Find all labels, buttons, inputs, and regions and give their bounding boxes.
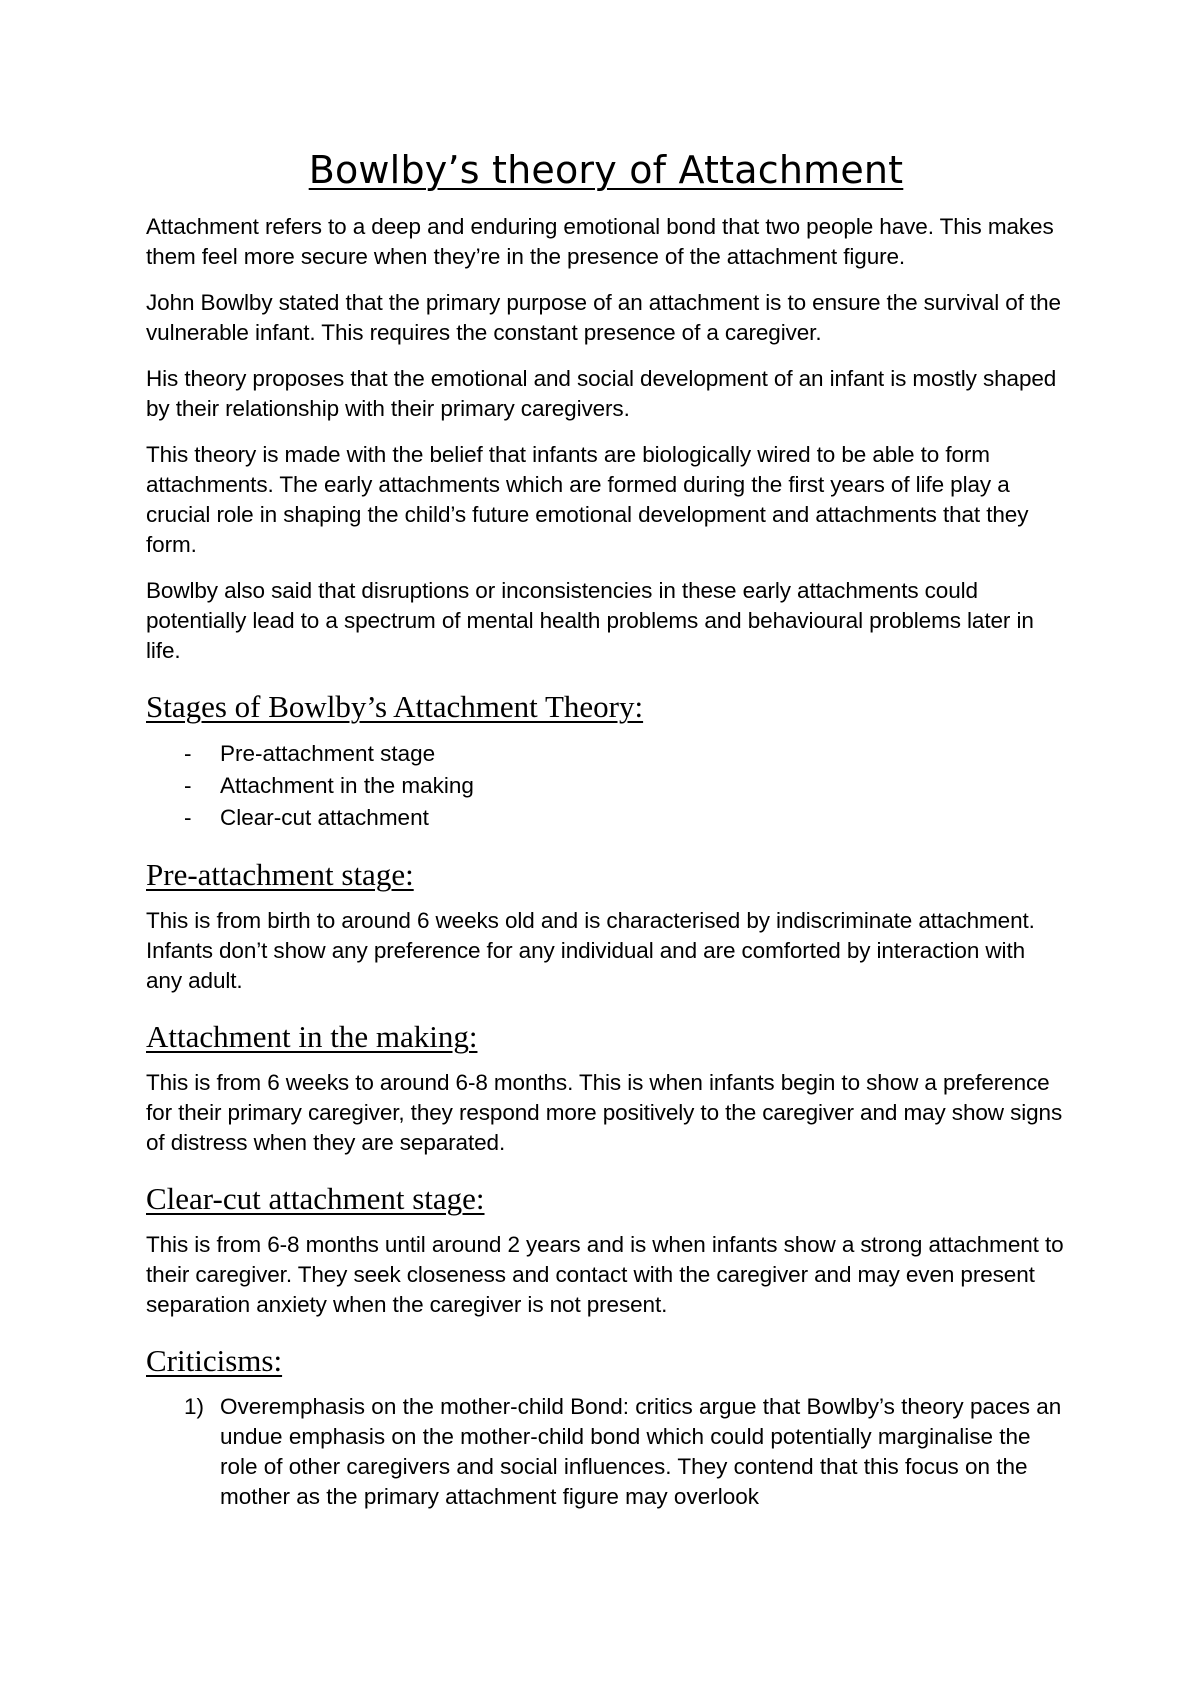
in-the-making-heading: Attachment in the making: xyxy=(146,1019,478,1054)
document-title: Bowlby’s theory of Attachment xyxy=(308,148,904,192)
list-item-text: Attachment in the making xyxy=(220,773,474,798)
intro-paragraph-5: Bowlby also said that disruptions or inconsistencies in these early attachments could potentially lead to a spectrum of mental health problems and behavioural problems later in life. xyxy=(146,578,1034,663)
list-item xyxy=(146,770,1066,802)
criticisms-list xyxy=(146,1392,1066,1512)
clear-cut-text: This is from 6-8 months until around 2 years and is when infants show a strong attachment to their caregiver. They seek closeness and contact with the caregiver and may even present separation anxiety when the caregiver is not present. xyxy=(146,1232,1064,1317)
intro-paragraph-3: His theory proposes that the emotional and social development of an infant is mostly shaped by their relationship with their primary caregivers. xyxy=(146,366,1057,421)
document-content xyxy=(146,146,1066,1512)
criticisms-heading: Criticisms: xyxy=(146,1343,283,1378)
pre-attachment-text: This is from birth to around 6 weeks old and is characterised by indiscriminate attachment. Infants don’t show any preference for any individual and are comforted by interaction with any adult. xyxy=(146,908,1035,993)
dash-bullet: - xyxy=(184,805,192,830)
list-item xyxy=(146,1392,1066,1512)
stages-list xyxy=(146,738,1066,834)
stages-heading: Stages of Bowlby’s Attachment Theory: xyxy=(146,689,644,724)
dash-bullet: - xyxy=(184,741,192,766)
list-item xyxy=(146,802,1066,834)
list-item-text: Overemphasis on the mother-child Bond: critics argue that Bowlby’s theory paces an undue emphasis on the mother-child bond which could potentially marginalise the role of other caregivers and social influences. They contend that this focus on the mother as the primary attachment figure may overlook xyxy=(220,1394,1062,1509)
intro-paragraph-1: Attachment refers to a deep and enduring emotional bond that two people have. This makes them feel more secure when they’re in the presence of the attachment figure. xyxy=(146,214,1054,269)
dash-bullet: - xyxy=(184,773,192,798)
intro-paragraph-2: John Bowlby stated that the primary purpose of an attachment is to ensure the survival of the vulnerable infant. This requires the constant presence of a caregiver. xyxy=(146,290,1061,345)
list-item-number: 1) xyxy=(184,1394,205,1419)
clear-cut-heading: Clear-cut attachment stage: xyxy=(146,1181,485,1216)
list-item-text: Pre-attachment stage xyxy=(220,741,436,766)
list-item xyxy=(146,738,1066,770)
list-item-text: Clear-cut attachment xyxy=(220,805,429,830)
pre-attachment-heading: Pre-attachment stage: xyxy=(146,857,414,892)
in-the-making-text: This is from 6 weeks to around 6-8 months. This is when infants begin to show a preference for their primary caregiver, they respond more positively to the caregiver and may show signs of distress when they are separated. xyxy=(146,1070,1063,1155)
intro-paragraph-4: This theory is made with the belief that infants are biologically wired to be able to form attachments. The early attachments which are formed during the first years of life play a crucial role in shaping the child’s future emotional development and attachments that they form. xyxy=(146,442,1029,557)
